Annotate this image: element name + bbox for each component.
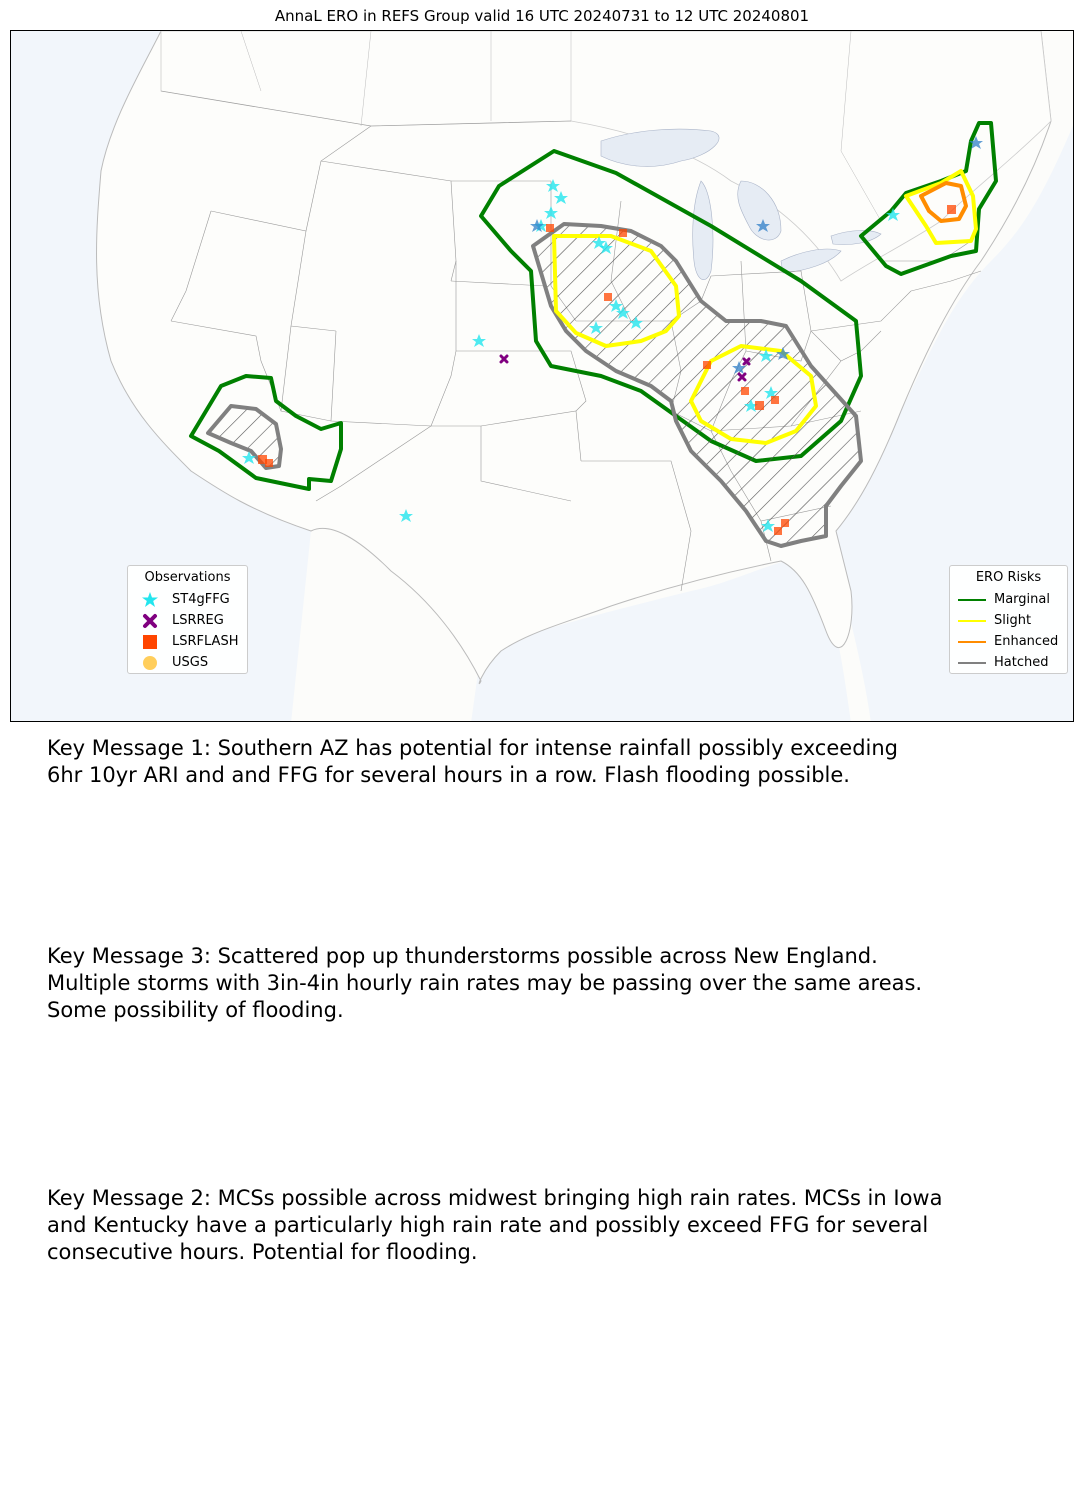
ero-risks-legend xyxy=(949,565,1068,674)
square-icon xyxy=(134,633,166,651)
legend-label-slight: Slight xyxy=(994,613,1032,628)
line-swatch-slight xyxy=(956,612,988,630)
line-swatch-enhanced xyxy=(956,633,988,651)
key-message-2: Key Message 2: MCSs possible across midwest bringing high rain rates. MCSs in Iowa and Kentucky have a particularly high rain rate and possibly exceed FFG for several consecutive hours. Potential for flooding. xyxy=(47,1186,943,1264)
legend-label-marginal: Marginal xyxy=(994,592,1050,607)
legend-label-enhanced: Enhanced xyxy=(994,634,1059,649)
legend-label-hatched: Hatched xyxy=(994,655,1049,670)
key-message-1: Key Message 1: Southern AZ has potential for intense rainfall possibly exceeding 6hr 10yr ARI and and FFG for several hours in a row. Flash flooding possible. xyxy=(47,736,898,787)
observations-legend-title: Observations xyxy=(144,570,231,585)
legend-item-st4gffg xyxy=(134,589,241,610)
x-icon xyxy=(134,612,166,630)
legend-item-lsrreg xyxy=(134,610,241,631)
key-message-3: Key Message 3: Scattered pop up thunderstorms possible across New England. Multiple storms with 3in-4in hourly rain rates may be passing over the same areas. Some possibility of flooding. xyxy=(47,944,923,1022)
line-swatch-hatched xyxy=(956,654,988,672)
legend-item-hatched xyxy=(956,652,1061,673)
line-swatch-marginal xyxy=(956,591,988,609)
legend-label-usgs: USGS xyxy=(172,655,209,670)
observations-legend xyxy=(127,565,248,674)
map-title: AnnaL ERO in REFS Group valid 16 UTC 20240731 to 12 UTC 20240801 xyxy=(274,7,810,25)
legend-item-lsrflash xyxy=(134,631,241,652)
legend-item-slight xyxy=(956,610,1061,631)
legend-label-lsrreg: LSRREG xyxy=(172,613,224,628)
star-icon xyxy=(134,591,166,609)
legend-item-enhanced xyxy=(956,631,1061,652)
legend-item-marginal xyxy=(956,589,1061,610)
legend-item-usgs xyxy=(134,652,241,673)
legend-label-lsrflash: LSRFLASH xyxy=(172,634,239,649)
legend-label-st4gffg: ST4gFFG xyxy=(172,592,230,607)
circle-icon xyxy=(134,654,166,672)
ero-legend-title: ERO Risks xyxy=(975,570,1042,585)
